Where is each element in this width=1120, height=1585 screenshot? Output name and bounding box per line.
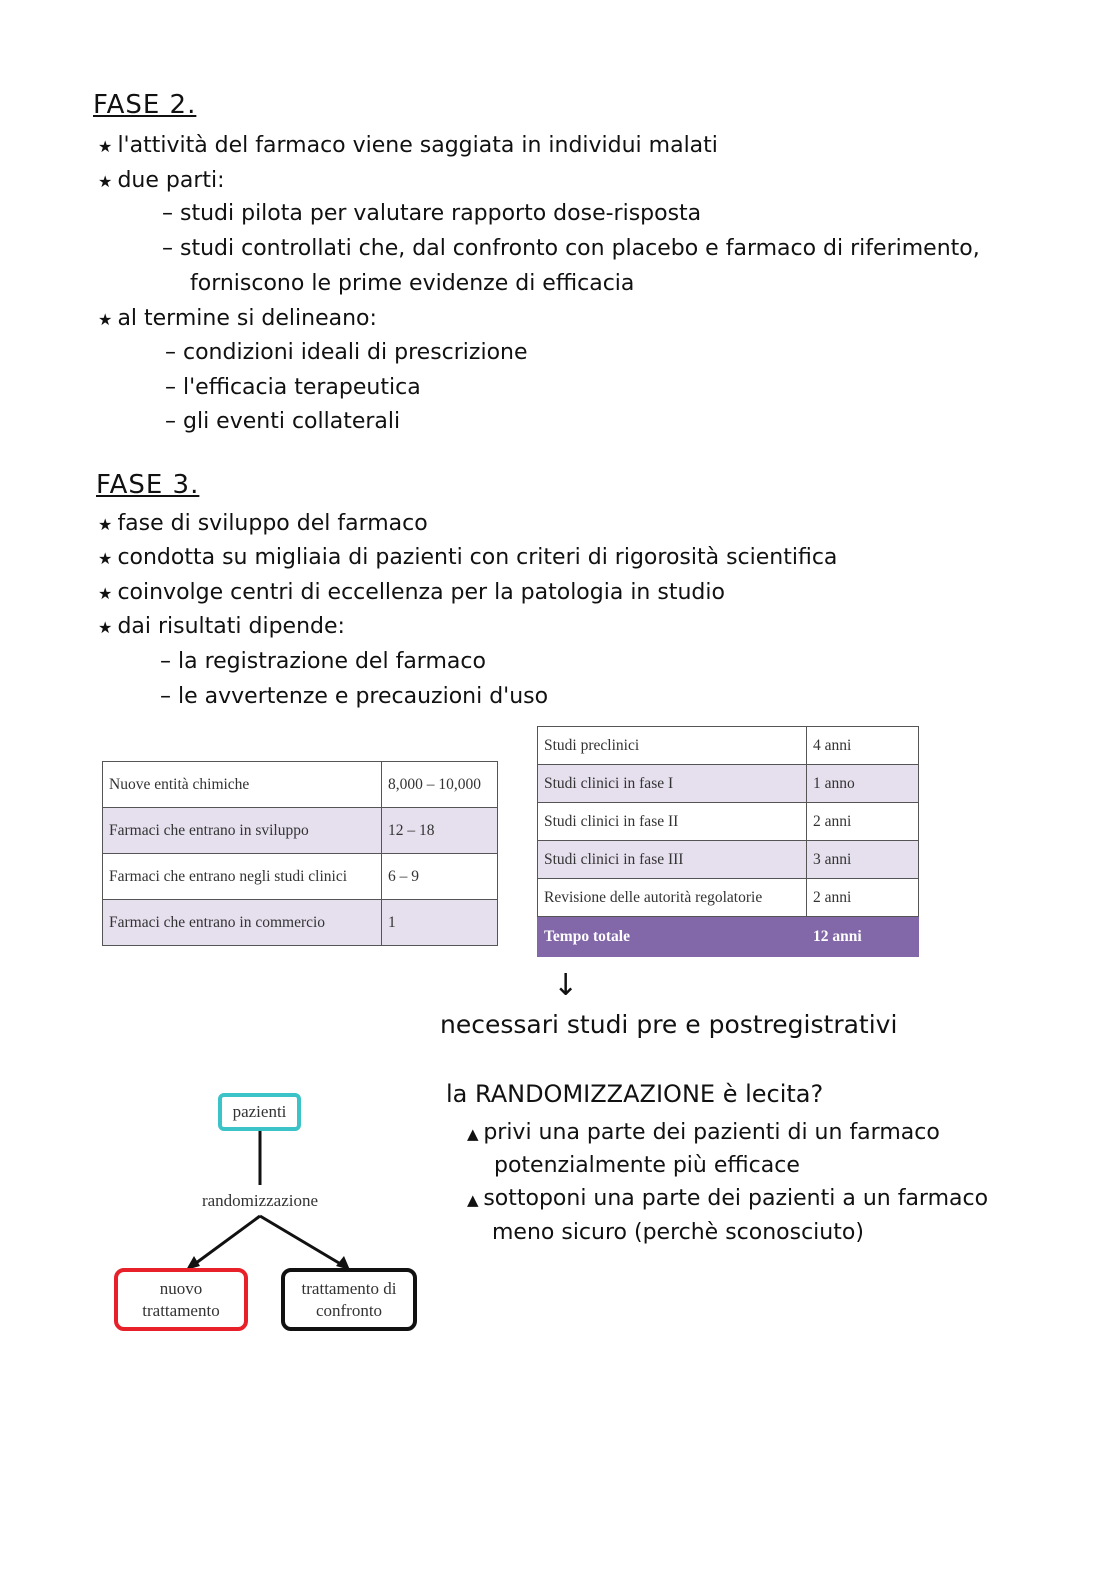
randomization-point-2: ▲ sottoponi una parte dei pazienti a un farmaco [467,1186,988,1211]
node-new-treatment [114,1268,248,1331]
table-cell-value: 1 [382,900,498,946]
table-cell-value: 4 anni [807,727,919,765]
fase2-subitem-4: – l'efficacia terapeutica [165,375,421,400]
node-randomization: randomizzazione [180,1188,340,1214]
table-cell-label: Studi clinici in fase I [538,765,807,803]
table-cell-label: Farmaci che entrano in commercio [103,900,382,946]
fase2-subitem-1: – studi pilota per valutare rapporto dose-risposta [162,201,701,226]
table-cell-label: Farmaci che entrano in sviluppo [103,808,382,854]
table-cell-label: Studi preclinici [538,727,807,765]
table-cell-value: 8,000 – 10,000 [382,762,498,808]
fase2-subitem-5: – gli eventi collaterali [165,409,400,434]
table-cell-label: Nuove entità chimiche [103,762,382,808]
table-cell-value: 2 anni [807,803,919,841]
randomization-question: la RANDOMIZZAZIONE è lecita? [446,1080,824,1108]
node-comparison-line2: confronto [315,1300,383,1320]
table-cell-value: 2 anni [807,879,919,917]
fase2-point-1: ★ l'attività del farmaco viene saggiata in individui malati [98,133,718,158]
connector-line [192,1216,260,1266]
node-comparison-line1: trattamento di [301,1278,397,1298]
fase3-subitem-2: – le avvertenze e precauzioni d'uso [160,684,548,709]
table-cell-value: 6 – 9 [382,854,498,900]
fase3-title: FASE 3. [96,470,200,500]
fase2-point-2: ★ due parti: [98,168,225,193]
node-comparison-treatment [281,1268,417,1331]
fase3-point-2: ★ condotta su migliaia di pazienti con criteri di rigorosità scientifica [98,545,837,570]
table-cell-label: Farmaci che entrano negli studi clinici [103,854,382,900]
fase3-point-4: ★ dai risultati dipende: [98,614,345,639]
fase3-point-1: ★ fase di sviluppo del farmaco [98,511,428,536]
table-cell-value: 12 – 18 [382,808,498,854]
fase3-subitem-1: – la registrazione del farmaco [160,649,486,674]
node-new-treatment-line1: nuovo [159,1278,203,1298]
table-total-label: Tempo totale [538,917,807,957]
randomization-point-1-cont: potenzialmente più efficace [494,1153,800,1178]
fase2-title: FASE 2. [93,90,197,120]
down-arrow-icon: ↓ [553,968,579,1003]
table-cell-label: Revisione delle autorità regolatorie [538,879,807,917]
fase2-subitem-2: – studi controllati che, dal confronto con placebo e farmaco di riferimento, [162,236,980,261]
fase3-point-3: ★ coinvolge centri di eccellenza per la patologia in studio [98,580,725,605]
post-registration-note: necessari studi pre e postregistrativi [440,1010,898,1039]
fase2-subitem-3: – condizioni ideali di prescrizione [165,340,528,365]
fase2-point-3: ★ al termine si delineano: [98,306,377,331]
table-cell-value: 3 anni [807,841,919,879]
table-total-value: 12 anni [807,917,919,957]
table-cell-value: 1 anno [807,765,919,803]
table-cell-label: Studi clinici in fase II [538,803,807,841]
node-patients: pazienti [218,1093,301,1131]
connector-line [260,1216,344,1266]
randomization-point-2-cont: meno sicuro (perchè sconosciuto) [492,1220,864,1245]
node-new-treatment-line2: trattamento [142,1300,220,1320]
fase2-subitem-2-cont: forniscono le prime evidenze di efficacia [190,271,635,296]
table-cell-label: Studi clinici in fase III [538,841,807,879]
randomization-point-1: ▲ privi una parte dei pazienti di un farmaco [467,1120,940,1145]
